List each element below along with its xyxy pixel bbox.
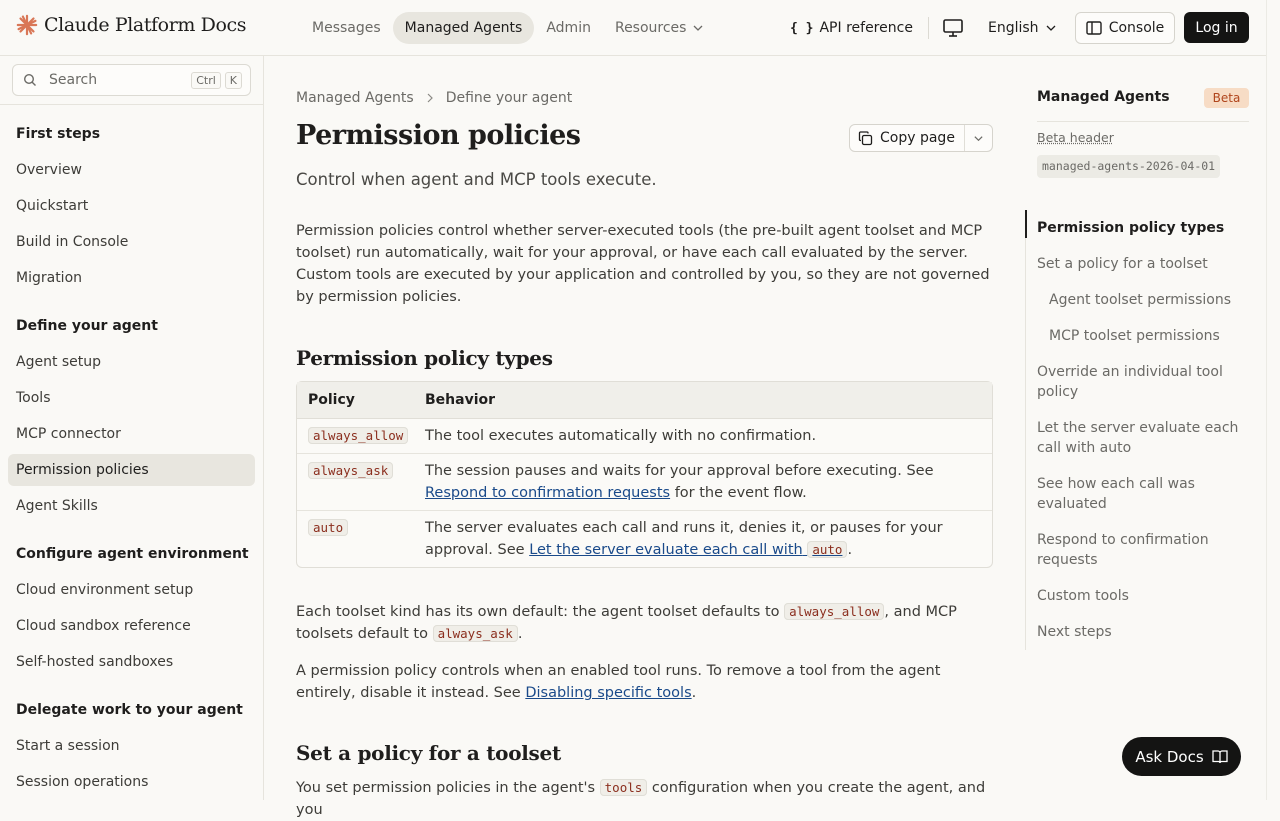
text: .: [691, 685, 697, 701]
toc-item-permission-policy-types[interactable]: Permission policy types: [1026, 210, 1249, 246]
sidebar-item-cloud-environment-setup[interactable]: Cloud environment setup: [16, 582, 194, 598]
logo-text: Claude Platform Docs: [44, 14, 247, 36]
link-code: auto: [807, 541, 847, 558]
link-text: Let the server evaluate each call with: [529, 542, 803, 558]
behavior-text: .: [847, 542, 853, 558]
toc-heading: Managed Agents: [1037, 89, 1170, 105]
table-header: [297, 382, 992, 419]
policy-code: auto: [308, 519, 348, 536]
toc-item-next-steps[interactable]: Next steps: [1037, 624, 1112, 640]
monitor-icon[interactable]: [942, 18, 964, 38]
sidebar-group-title: First steps: [16, 126, 101, 142]
nav-managed-agents[interactable]: [393, 12, 535, 44]
inline-code: tools: [600, 779, 648, 796]
sidebar-item-self-hosted-sandboxes[interactable]: Self-hosted sandboxes: [16, 654, 174, 670]
chevron-down-icon: [692, 22, 704, 34]
divider: [928, 17, 929, 39]
shortcut-key-ctrl: Ctrl: [191, 72, 221, 89]
console-icon: [1086, 21, 1102, 35]
behavior-text: The session pauses and waits for your approval before executing. See: [425, 463, 934, 479]
nav-label: Admin: [546, 20, 591, 36]
login-label: Log in: [1195, 19, 1238, 36]
table-row: [297, 511, 992, 567]
inline-code: always_allow: [784, 603, 884, 620]
toc-item-server-evaluate-auto[interactable]: Let the server evaluate each call with auto: [1037, 420, 1239, 456]
sidebar-item-session-operations[interactable]: Session operations: [16, 774, 149, 790]
toc-item-respond-confirmation[interactable]: Respond to confirmation requests: [1037, 532, 1209, 568]
behavior-text: The server evaluates each call and runs it, denies it, or pauses for your approval. See: [425, 520, 943, 558]
sidebar-item-start-a-session[interactable]: Start a session: [16, 738, 120, 754]
beta-header-link[interactable]: Beta header: [1037, 130, 1114, 145]
ask-docs-button[interactable]: [1122, 737, 1241, 776]
nav-label: Resources: [614, 20, 687, 36]
behavior-cell: The tool executes automatically with no confirmation.: [425, 428, 817, 444]
toc-item-see-how-evaluated[interactable]: See how each call was evaluated: [1037, 476, 1195, 512]
main-nav: [300, 12, 716, 44]
set-policy-paragraph: [296, 777, 993, 821]
policy-code: always_allow: [308, 427, 408, 444]
sidebar-item-cloud-sandbox-reference[interactable]: Cloud sandbox reference: [16, 618, 191, 634]
language-select[interactable]: [988, 12, 1057, 44]
sidebar-nav: [8, 116, 255, 800]
ask-docs-label: Ask Docs: [1135, 747, 1204, 766]
api-reference-link[interactable]: [790, 12, 913, 44]
copy-icon: [858, 131, 873, 146]
chevron-down-icon: [1045, 22, 1057, 34]
language-label: English: [988, 20, 1039, 36]
toc-list: [1025, 210, 1249, 650]
respond-confirmation-link[interactable]: Respond to confirmation requests: [425, 485, 671, 501]
text: Each toolset kind has its own default: the agent toolset defaults to: [296, 604, 785, 620]
toc-item-override-tool-policy[interactable]: Override an individual tool policy: [1037, 364, 1223, 400]
sidebar-item-permission-policies[interactable]: Permission policies: [8, 454, 255, 486]
search-icon: [23, 73, 37, 87]
toc-item-custom-tools[interactable]: Custom tools: [1037, 588, 1129, 604]
text: You set permission policies in the agent's: [296, 780, 600, 796]
column-header: Behavior: [425, 392, 496, 408]
server-evaluate-link[interactable]: [529, 542, 847, 558]
intro-paragraph: Permission policies control whether server-executed tools (the pre-built agent toolset and MCP toolset) run automatically, wait for your approval, or have each call evaluated by the server. Custom tools are executed by your application and controlled by you, so they are not governed by permission policies.: [296, 223, 990, 305]
toc-item-set-a-policy[interactable]: Set a policy for a toolset: [1037, 256, 1208, 272]
braces-icon: { }: [790, 20, 814, 36]
section-heading: Permission policy types: [296, 346, 553, 370]
inline-code: always_ask: [433, 625, 518, 642]
nav-resources[interactable]: [603, 12, 717, 44]
toc-item-mcp-toolset-permissions[interactable]: MCP toolset permissions: [1049, 328, 1220, 344]
section-heading: Set a policy for a toolset: [296, 741, 561, 765]
toc-item-agent-toolset-permissions[interactable]: Agent toolset permissions: [1049, 292, 1231, 308]
chevron-right-icon: [425, 93, 435, 103]
divider: [964, 125, 965, 151]
top-bar: [0, 0, 1266, 56]
text: , and MCP toolsets default to: [296, 604, 957, 642]
disabling-tools-link[interactable]: Disabling specific tools: [525, 685, 692, 701]
sidebar-group-title: Delegate work to your agent: [16, 702, 243, 718]
sidebar-item-overview[interactable]: Overview: [16, 162, 82, 178]
text: configuration when you create the agent, and you: [296, 780, 986, 818]
column-header: Policy: [308, 392, 355, 408]
divider: [1037, 121, 1249, 122]
logo[interactable]: [16, 14, 246, 36]
policy-table: [296, 381, 993, 568]
sidebar-item-build-in-console[interactable]: Build in Console: [16, 234, 129, 250]
search-placeholder: Search: [49, 72, 98, 88]
breadcrumb-item[interactable]: Managed Agents: [296, 90, 414, 106]
nav-label: Managed Agents: [404, 20, 523, 36]
beta-badge: Beta: [1204, 88, 1249, 108]
console-button[interactable]: [1075, 12, 1175, 44]
behavior-cell: [425, 511, 992, 567]
copy-page-button[interactable]: [849, 124, 993, 152]
copy-page-label: Copy page: [880, 130, 955, 146]
policy-code: always_ask: [308, 462, 393, 479]
sidebar-item-quickstart[interactable]: Quickstart: [16, 198, 89, 214]
divider: [0, 104, 263, 105]
sidebar-item-agent-setup[interactable]: Agent setup: [16, 354, 102, 370]
breadcrumb-item[interactable]: Define your agent: [445, 90, 573, 106]
page-subtitle: Control when agent and MCP tools execute.: [296, 170, 657, 189]
api-reference-label: API reference: [819, 20, 913, 36]
nav-admin[interactable]: [534, 12, 603, 44]
sidebar-group-title: Configure agent environment: [16, 546, 249, 562]
defaults-paragraph: [296, 601, 993, 645]
table-row: [297, 419, 992, 454]
sidebar-item-migration[interactable]: Migration: [16, 270, 83, 286]
console-label: Console: [1108, 20, 1165, 36]
text: .: [517, 626, 523, 642]
behavior-cell: [425, 454, 992, 510]
text: A permission policy controls when an enabled tool runs. To remove a tool from the agent entirely, disable it instead. See: [296, 663, 941, 701]
sidebar: [0, 56, 264, 800]
beta-header-value: managed-agents-2026-04-01: [1037, 155, 1220, 178]
table-row: [297, 454, 992, 511]
sidebar-item-mcp-connector[interactable]: MCP connector: [16, 426, 121, 442]
scrollbar[interactable]: [1266, 0, 1280, 800]
behavior-text: for the event flow.: [670, 485, 807, 501]
sidebar-item-agent-skills[interactable]: Agent Skills: [16, 498, 98, 514]
search-input[interactable]: [12, 64, 251, 96]
remove-paragraph: [296, 660, 993, 704]
shortcut-key-k: K: [225, 72, 242, 89]
book-icon: [1212, 749, 1228, 764]
page-title: Permission policies: [296, 120, 581, 151]
claude-spark-icon: [16, 14, 38, 36]
chevron-down-icon[interactable]: [973, 133, 984, 144]
login-button[interactable]: [1184, 12, 1249, 43]
nav-label: Messages: [312, 20, 381, 36]
breadcrumb: [296, 90, 572, 106]
nav-messages[interactable]: [300, 12, 393, 44]
sidebar-group-title: Define your agent: [16, 318, 158, 334]
sidebar-item-tools[interactable]: Tools: [16, 390, 51, 406]
